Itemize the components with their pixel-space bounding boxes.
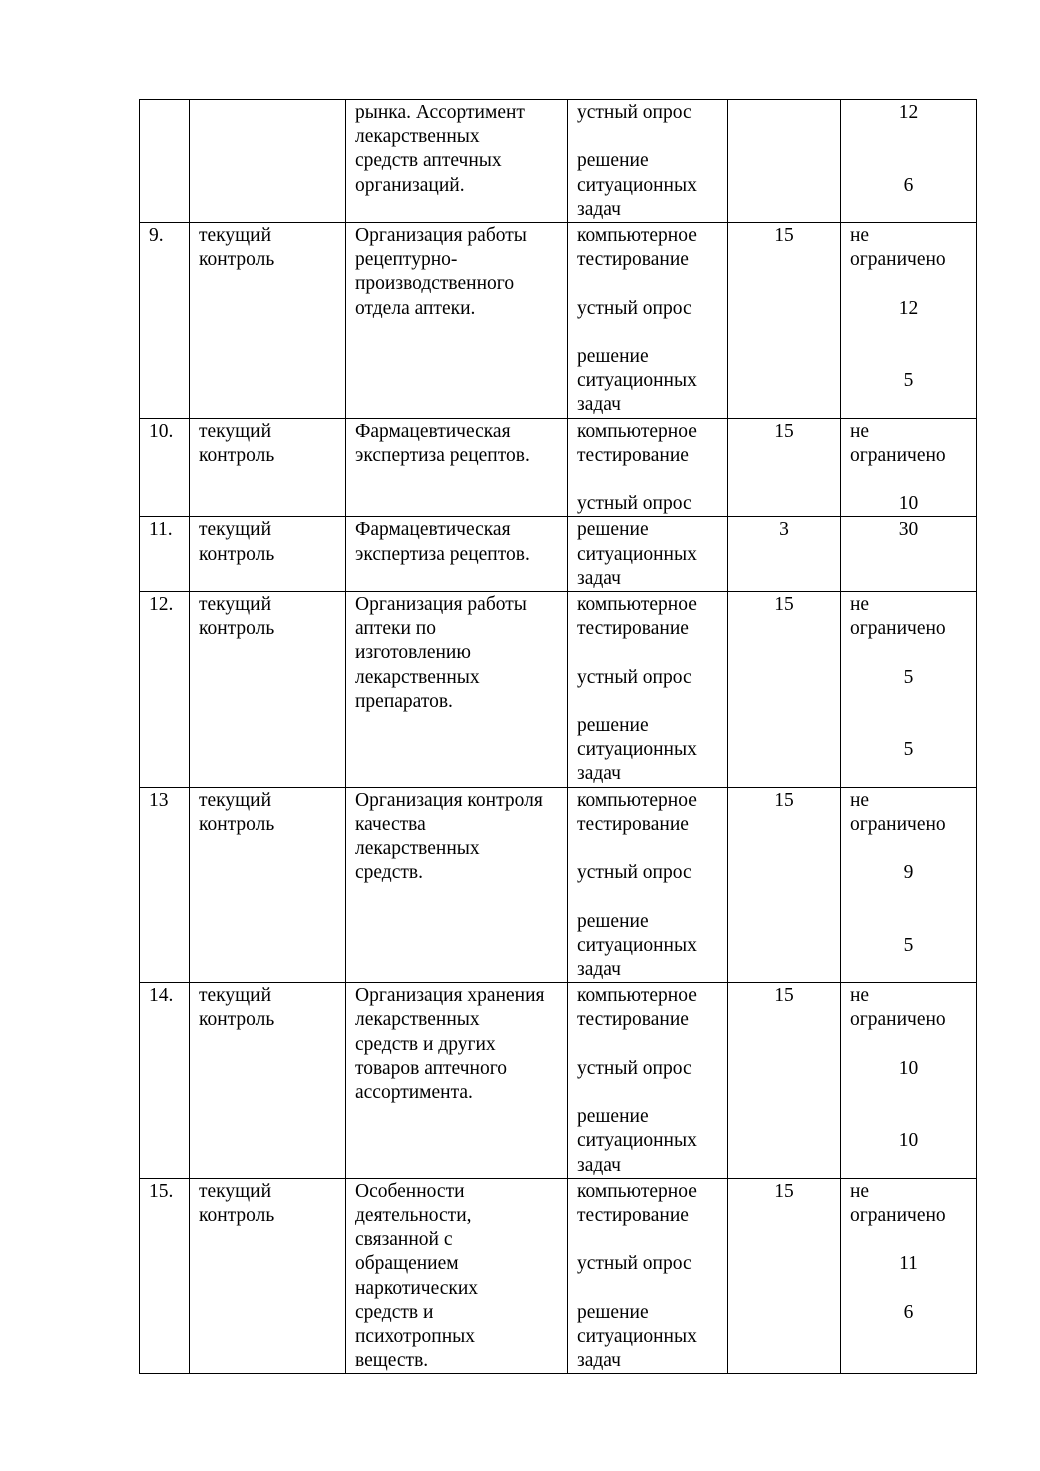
question-count: 15 xyxy=(774,420,794,442)
topic-cell-line: производственного xyxy=(355,273,515,295)
question-count-cell xyxy=(728,517,841,592)
row-number-cell xyxy=(140,223,190,419)
table-row xyxy=(140,787,977,983)
assessment-form-cell-line: решение xyxy=(577,150,649,172)
assessment-form-cell-line: ситуационных xyxy=(577,174,697,196)
row-number-cell xyxy=(140,1178,190,1374)
topic-cell xyxy=(346,100,568,223)
time-limit-line: 10 xyxy=(898,1130,919,1152)
assessment-form-cell-line: тестирование xyxy=(577,1009,689,1031)
assessment-form-cell-line: решение xyxy=(577,519,649,541)
assessment-form-cell-line xyxy=(577,690,727,714)
assessment-form-cell-line xyxy=(577,125,727,149)
time-limit-line: не xyxy=(850,985,870,1007)
time-limit-line xyxy=(841,468,976,492)
topic-cell-line: Организация работы xyxy=(355,225,527,246)
topic-cell-line: отдела аптеки. xyxy=(355,297,476,319)
assessment-form-cell-line: устный опрос xyxy=(577,1057,692,1079)
time-limit-line xyxy=(841,714,976,738)
time-limit-line xyxy=(841,345,976,369)
time-limit-line xyxy=(841,1154,976,1178)
control-type-cell-line: текущий xyxy=(199,985,272,1007)
time-limit-line xyxy=(841,641,976,665)
time-limit-line xyxy=(841,1349,976,1373)
topic-cell-line: веществ. xyxy=(355,1350,429,1372)
control-type-cell xyxy=(190,787,346,983)
topic-cell-line: Фармацевтическая xyxy=(355,519,511,541)
question-count: 15 xyxy=(774,594,794,615)
question-count: 15 xyxy=(774,985,794,1007)
time-limit-cell xyxy=(841,1178,977,1374)
assessment-form-cell-line: устный опрос xyxy=(577,1253,692,1275)
assessment-form-cell-line xyxy=(577,272,727,296)
topic-cell-line: аптеки по xyxy=(355,618,436,640)
time-limit-line: 10 xyxy=(898,493,919,515)
time-limit-line: 12 xyxy=(898,102,919,123)
time-limit-line: ограничено xyxy=(850,1204,946,1226)
topic-cell xyxy=(346,517,568,592)
assessment-form-cell-line: ситуационных xyxy=(577,543,697,565)
topic-cell xyxy=(346,592,568,788)
time-limit-line: ограничено xyxy=(850,813,946,835)
topic-cell-line: наркотических xyxy=(355,1277,479,1299)
row-number: 11. xyxy=(149,519,173,541)
row-number: 9. xyxy=(149,225,164,246)
row-number-cell xyxy=(140,418,190,517)
topic-cell-line: лекарственных xyxy=(355,1009,480,1031)
control-type-cell-line: контроль xyxy=(199,1204,275,1226)
question-count-cell xyxy=(728,787,841,983)
time-limit-line xyxy=(841,1033,976,1057)
time-limit-line: ограничено xyxy=(850,249,946,271)
assessment-form-cell-line xyxy=(577,1228,727,1252)
control-type-cell-line: текущий xyxy=(199,594,272,615)
time-limit-line: 30 xyxy=(898,519,919,541)
assessment-form-cell-line: устный опрос xyxy=(577,493,692,515)
assessment-form-cell-line: устный опрос xyxy=(577,666,692,688)
table-row xyxy=(140,592,977,788)
assessment-form-cell-line: тестирование xyxy=(577,444,689,466)
topic-cell-line: рынка. Ассортимент xyxy=(355,102,525,123)
time-limit-line: не xyxy=(850,594,870,615)
control-type-cell xyxy=(190,223,346,419)
assessment-form-cell-line: компьютерное xyxy=(577,985,697,1007)
time-limit-line xyxy=(841,885,976,909)
assessment-form-cell-line: решение xyxy=(577,1301,649,1323)
time-limit-line: не xyxy=(850,789,870,811)
question-count-cell xyxy=(728,223,841,419)
time-limit-line xyxy=(841,958,976,982)
assessment-form-cell xyxy=(568,418,728,517)
question-count-cell xyxy=(728,100,841,223)
topic-cell-line: средств и других xyxy=(355,1033,496,1055)
assessment-form-cell-line: тестирование xyxy=(577,813,689,835)
topic-cell-line: организаций. xyxy=(355,174,465,196)
table-row xyxy=(140,517,977,592)
topic-cell-line: ассортимента. xyxy=(355,1082,473,1103)
topic-cell-line: средств аптечных xyxy=(355,150,502,172)
assessment-form-cell-line: задач xyxy=(577,198,621,220)
row-number: 10. xyxy=(149,420,174,442)
assessment-form-cell-line: ситуационных xyxy=(577,1130,697,1152)
row-number-cell xyxy=(140,517,190,592)
topic-cell xyxy=(346,418,568,517)
time-limit-line xyxy=(841,125,976,149)
topic-cell-line: деятельности, xyxy=(355,1204,472,1226)
topic-cell-line: экспертиза рецептов. xyxy=(355,543,530,565)
time-limit-line: 5 xyxy=(903,934,914,956)
assessment-form-cell-line: решение xyxy=(577,714,649,736)
time-limit-line: 11 xyxy=(899,1253,918,1275)
table-row xyxy=(140,418,977,517)
time-limit-line xyxy=(841,1081,976,1105)
table-row xyxy=(140,983,977,1179)
row-number: 13 xyxy=(149,789,169,811)
assessment-form-cell-line: задач xyxy=(577,958,621,980)
topic-cell-line: Организация хранения xyxy=(355,985,545,1007)
assessment-form-cell-line xyxy=(577,1081,727,1105)
time-limit-line xyxy=(841,543,976,567)
question-count: 3 xyxy=(779,519,789,541)
control-type-cell-line: текущий xyxy=(199,519,272,541)
topic-cell-line: изготовлению xyxy=(355,642,471,664)
topic-cell-line: лекарственных xyxy=(355,126,480,148)
topic-cell-line: Организация работы xyxy=(355,594,527,615)
control-type-cell-line: контроль xyxy=(199,444,275,466)
row-number-cell xyxy=(140,983,190,1179)
assessment-form-cell-line: задач xyxy=(577,567,621,589)
assessment-form-cell-line: компьютерное xyxy=(577,420,697,442)
time-limit-line xyxy=(841,1325,976,1349)
topic-cell-line: средств. xyxy=(355,862,423,884)
assessment-form-cell xyxy=(568,100,728,223)
assessment-form-cell-line: устный опрос xyxy=(577,862,692,884)
assessment-form-cell xyxy=(568,787,728,983)
time-limit-line: не xyxy=(850,420,870,442)
control-type-cell xyxy=(190,983,346,1179)
time-limit-line xyxy=(841,393,976,417)
time-limit-line xyxy=(841,1277,976,1301)
topic-cell-line: качества xyxy=(355,813,426,835)
question-count: 15 xyxy=(774,789,794,811)
assessment-form-cell-line xyxy=(577,1277,727,1301)
assessment-form-cell-line xyxy=(577,468,727,492)
control-type-cell xyxy=(190,100,346,223)
time-limit-cell xyxy=(841,517,977,592)
assessment-form-cell-line xyxy=(577,321,727,345)
control-type-cell-line: контроль xyxy=(199,618,275,640)
table-row xyxy=(140,223,977,419)
time-limit-line xyxy=(841,198,976,222)
row-number: 14. xyxy=(149,985,174,1007)
control-type-cell-line: текущий xyxy=(199,789,272,811)
topic-cell-line: психотропных xyxy=(355,1326,476,1347)
assessment-form-cell-line: ситуационных xyxy=(577,1325,697,1347)
question-count-cell xyxy=(728,592,841,788)
assessment-form-cell-line: компьютерное xyxy=(577,594,697,615)
topic-cell-line: лекарственных xyxy=(355,838,480,859)
assessment-form-cell-line: тестирование xyxy=(577,1204,689,1226)
assessment-form-cell-line: компьютерное xyxy=(577,225,697,246)
topic-cell-line: Особенности xyxy=(355,1180,465,1202)
topic-cell-line: препаратов. xyxy=(355,690,453,712)
time-limit-cell xyxy=(841,592,977,788)
assessment-form-cell-line: компьютерное xyxy=(577,1180,697,1202)
time-limit-line: 9 xyxy=(903,862,914,884)
question-count: 15 xyxy=(774,225,794,246)
time-limit-line: 10 xyxy=(898,1057,919,1079)
assessment-form-cell-line: устный опрос xyxy=(577,297,692,319)
time-limit-line xyxy=(841,910,976,934)
assessment-table-body xyxy=(140,100,977,1374)
assessment-form-cell-line: тестирование xyxy=(577,249,689,271)
assessment-form-cell xyxy=(568,983,728,1179)
topic-cell-line: обращением xyxy=(355,1253,459,1275)
control-type-cell-line: контроль xyxy=(199,1009,275,1031)
topic-cell xyxy=(346,983,568,1179)
topic-cell-line: товаров аптечного xyxy=(355,1057,507,1079)
time-limit-line xyxy=(841,690,976,714)
control-type-cell-line: текущий xyxy=(199,225,272,246)
assessment-form-cell-line xyxy=(577,1033,727,1057)
control-type-cell xyxy=(190,1178,346,1374)
time-limit-line: ограничено xyxy=(850,1009,946,1031)
assessment-form-cell-line: устный опрос xyxy=(577,102,692,123)
assessment-form-cell-line: компьютерное xyxy=(577,789,697,811)
time-limit-cell xyxy=(841,983,977,1179)
table-row xyxy=(140,100,977,223)
assessment-form-cell xyxy=(568,223,728,419)
topic-cell-line: средств и xyxy=(355,1301,434,1323)
time-limit-line: не xyxy=(850,1180,870,1202)
topic-cell xyxy=(346,223,568,419)
topic-cell-line: Фармацевтическая xyxy=(355,420,511,442)
time-limit-line: 5 xyxy=(903,666,914,688)
assessment-form-cell-line: решение xyxy=(577,1106,649,1128)
time-limit-line: 6 xyxy=(903,1301,914,1323)
time-limit-line: ограничено xyxy=(850,618,946,640)
assessment-form-cell-line xyxy=(577,837,727,861)
time-limit-line xyxy=(841,321,976,345)
control-type-cell xyxy=(190,418,346,517)
time-limit-line: 5 xyxy=(903,370,914,392)
time-limit-line: не xyxy=(850,225,870,246)
time-limit-line: ограничено xyxy=(850,444,946,466)
assessment-form-cell-line xyxy=(577,641,727,665)
topic-cell-line: Организация контроля xyxy=(355,789,543,811)
assessment-form-cell-line: решение xyxy=(577,345,649,367)
table-row xyxy=(140,1178,977,1374)
assessment-form-cell-line: задач xyxy=(577,1350,621,1372)
time-limit-line xyxy=(841,272,976,296)
time-limit-line: 6 xyxy=(903,174,914,196)
time-limit-line xyxy=(841,1105,976,1129)
control-type-cell-line: текущий xyxy=(199,420,272,442)
control-type-cell-line: контроль xyxy=(199,813,275,835)
row-number-cell xyxy=(140,592,190,788)
topic-cell xyxy=(346,1178,568,1374)
assessment-form-cell-line xyxy=(577,885,727,909)
assessment-form-cell-line: задач xyxy=(577,1154,621,1176)
control-type-cell-line: контроль xyxy=(199,249,275,271)
topic-cell-line: рецептурно- xyxy=(355,249,458,271)
assessment-form-cell-line: тестирование xyxy=(577,618,689,640)
question-count-cell xyxy=(728,1178,841,1374)
question-count: 15 xyxy=(774,1180,794,1202)
topic-cell-line: экспертиза рецептов. xyxy=(355,444,530,466)
row-number: 15. xyxy=(149,1180,174,1202)
time-limit-line xyxy=(841,837,976,861)
assessment-form-cell xyxy=(568,592,728,788)
time-limit-line: 5 xyxy=(903,739,914,761)
assessment-form-cell-line: ситуационных xyxy=(577,934,697,956)
time-limit-line: 12 xyxy=(898,297,919,319)
assessment-table xyxy=(139,99,977,1374)
control-type-cell xyxy=(190,517,346,592)
time-limit-cell xyxy=(841,418,977,517)
assessment-form-cell-line: ситуационных xyxy=(577,370,697,392)
time-limit-cell xyxy=(841,223,977,419)
topic-cell-line: лекарственных xyxy=(355,666,480,688)
question-count-cell xyxy=(728,983,841,1179)
time-limit-line xyxy=(841,149,976,173)
assessment-form-cell-line: задач xyxy=(577,394,621,416)
control-type-cell xyxy=(190,592,346,788)
time-limit-line xyxy=(841,1228,976,1252)
assessment-form-cell-line: ситуационных xyxy=(577,739,697,761)
row-number-cell xyxy=(140,787,190,983)
question-count-cell xyxy=(728,418,841,517)
control-type-cell-line: текущий xyxy=(199,1180,272,1202)
time-limit-line xyxy=(841,567,976,591)
assessment-form-cell-line: задач xyxy=(577,763,621,785)
topic-cell-line: связанной с xyxy=(355,1229,453,1251)
assessment-form-cell xyxy=(568,517,728,592)
time-limit-cell xyxy=(841,100,977,223)
topic-cell xyxy=(346,787,568,983)
time-limit-cell xyxy=(841,787,977,983)
row-number: 12. xyxy=(149,594,174,615)
assessment-form-cell-line: решение xyxy=(577,910,649,932)
time-limit-line xyxy=(841,762,976,786)
row-number-cell xyxy=(140,100,190,223)
assessment-form-cell xyxy=(568,1178,728,1374)
control-type-cell-line: контроль xyxy=(199,543,275,565)
